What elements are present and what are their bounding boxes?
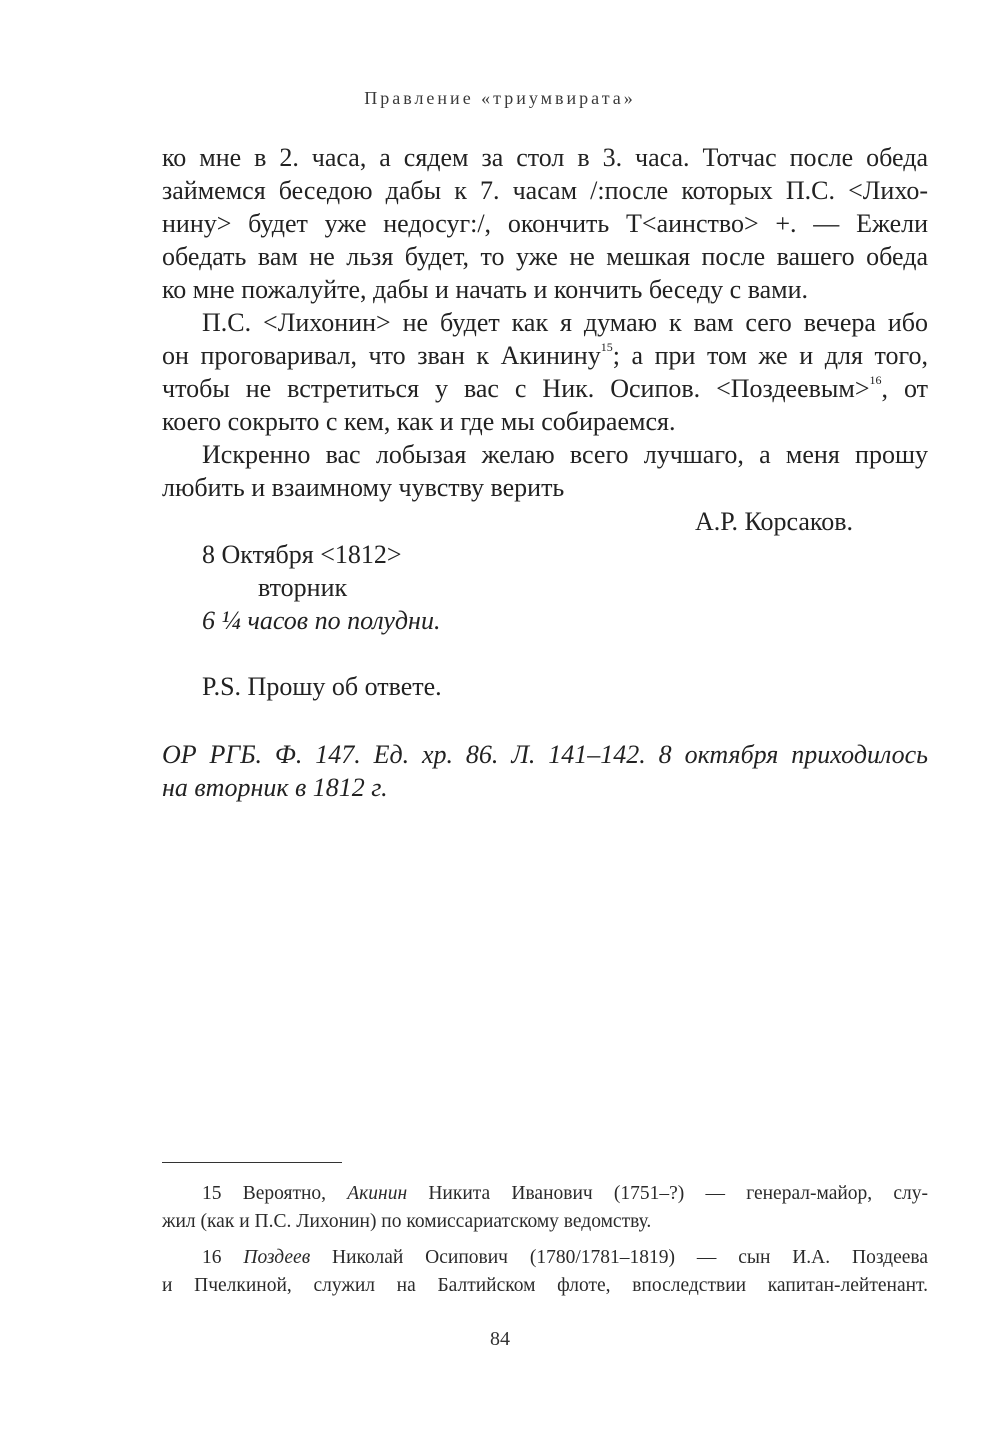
postscript: P.S. Прошу об ответе. [202, 672, 442, 701]
source-line: ОР РГБ. Ф. 147. Ед. хр. 86. Л. 141–142. 8 октября приходилось [162, 740, 928, 769]
body-line: нину> будет уже недосуг:/, окончить Т<аинство> +. — Ежели [162, 209, 928, 238]
signature: А.Р. Корсаков. [695, 507, 854, 536]
date-line: 8 Октября <1812> [202, 540, 402, 569]
footnote-16: 16 Поздеев Николай Осипович (1780/1781–1819) — сын И.А. Поздеева и Пчелкиной, служил на Балтийском флоте, впоследствии капитан-лейтенант. [162, 1247, 929, 1296]
footnote-ref-15: 15 [600, 340, 613, 354]
body-line: любить и взаимному чувству верить [162, 473, 565, 502]
body-line: ко мне в 2. часа, а сядем за стол в 3. часа. Тотчас после обеда [162, 143, 928, 172]
body-line: займемся беседою дабы к 7. часам /:после которых П.С. <Лихо- [162, 176, 928, 205]
time-line: 6 ¼ часов по полудни. [202, 606, 441, 635]
body-line: ко мне пожалуйте, дабы и начать и кончить беседу с вами. [162, 275, 809, 304]
body-line: чтобы не встретиться у вас с Ник. Осипов. <Поздеевым>$^{16}$, от [162, 373, 928, 403]
body-line: обедать вам не льзя будет, то уже не мешкая после вашего обеда [162, 242, 928, 271]
footnote-number: 15 [202, 1183, 222, 1204]
footnote-rule [162, 1162, 342, 1163]
footnotes [162, 1180, 928, 1308]
footnote-number: 16 [202, 1247, 222, 1268]
source-line: на вторник в 1812 г. [162, 773, 388, 802]
footnote-15: 15 Вероятно, Акинин Никита Иванович (1751–?) — генерал-майор, слу- жил (как и П.С. Лихонин) по комиссариатскому ведомству. [162, 1183, 928, 1232]
body-line: Искренно вас лобызая желаю всего лучшаго, а меня прошу [202, 440, 928, 469]
footnote-ref-16: 16 [869, 373, 882, 387]
archival-source [162, 738, 928, 804]
letter-body [162, 141, 928, 504]
body-line: коего сокрыто с кем, как и где мы собираемся. [162, 407, 676, 436]
page-number: 84 [490, 1328, 510, 1350]
running-head: Правление «триумвирата» [364, 88, 636, 108]
weekday-line: вторник [258, 573, 348, 602]
body-line: он проговаривал, что зван к Акинину$^{15}$; а при том же и для того, [162, 340, 929, 370]
body-line: П.С. <Лихонин> не будет как я думаю к вам сего вечера ибо [202, 308, 928, 337]
